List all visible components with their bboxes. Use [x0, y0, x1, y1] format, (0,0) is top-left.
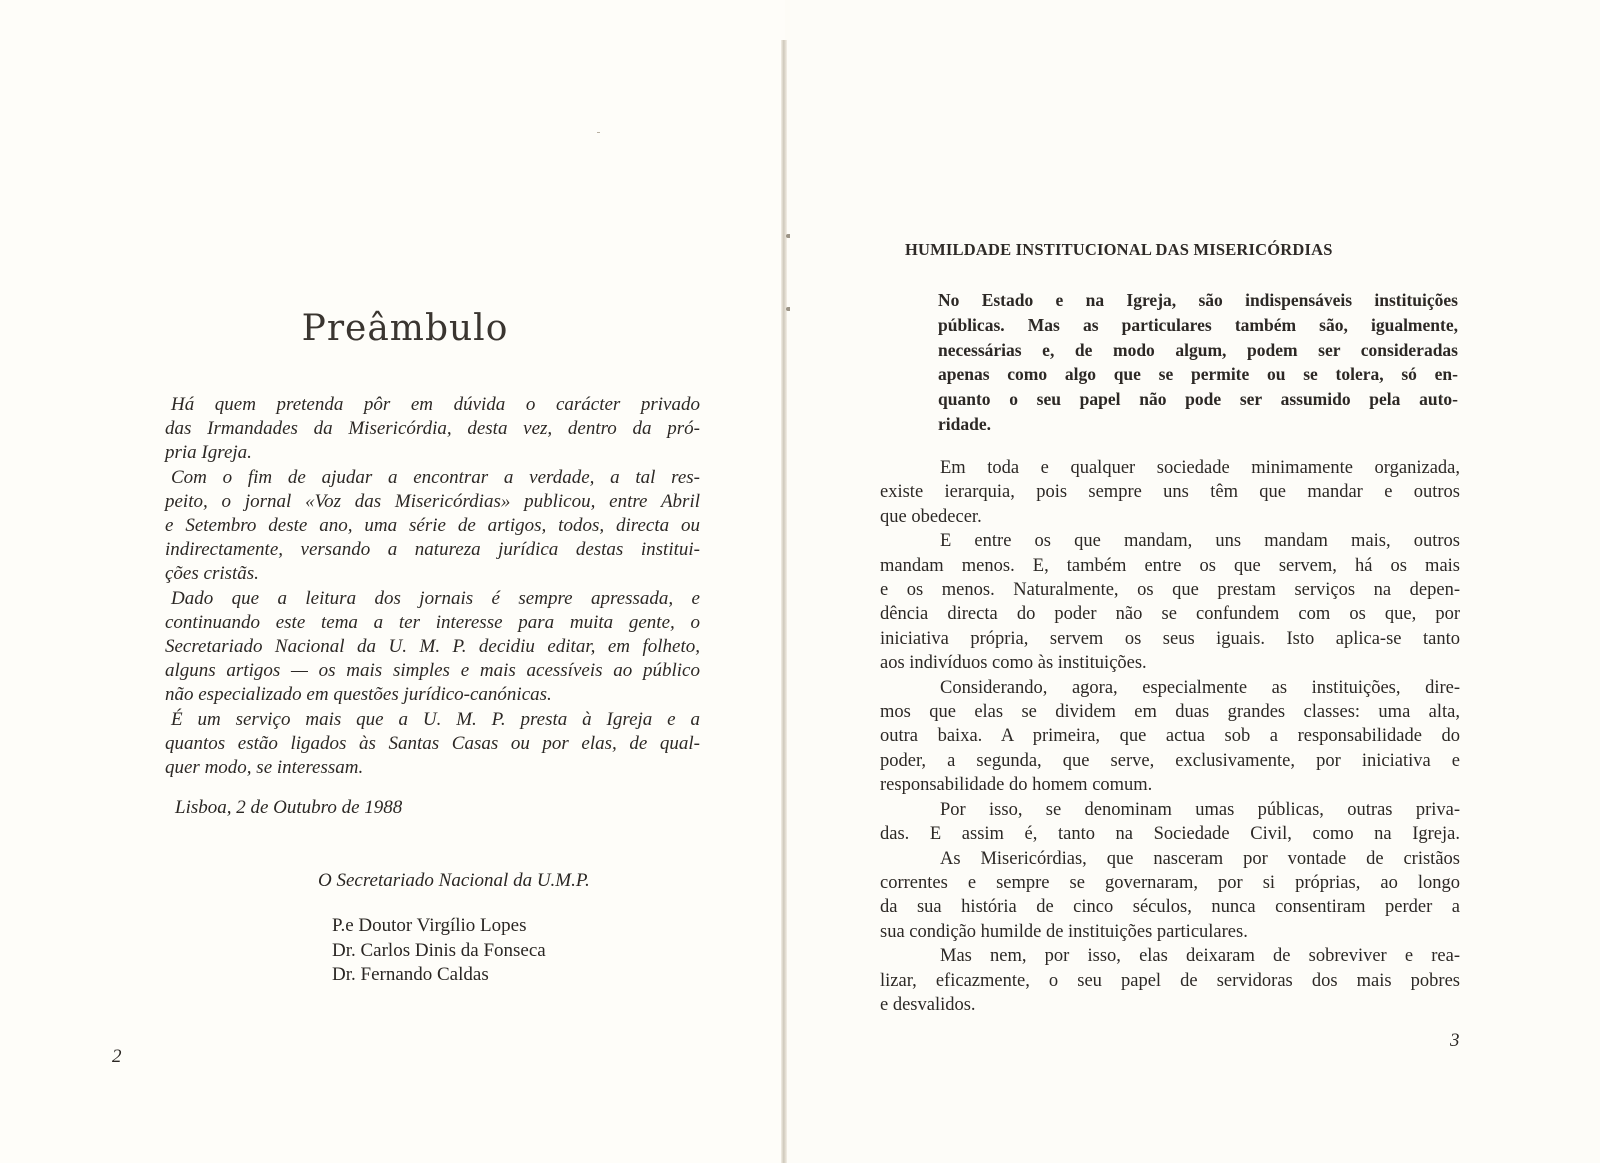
text-line: e desvalidos.	[880, 994, 976, 1015]
text-line: continuando este tema a ter interesse para muita gente, o	[165, 611, 700, 633]
text-line: mos que elas se dividem em duas grandes classes: uma alta,	[880, 702, 1460, 723]
text-line: Há quem pretenda pôr em dúvida o carácter privado	[171, 394, 700, 415]
text-line: e Setembro deste ano, uma série de artigos, todos, directa ou	[165, 515, 700, 537]
text-line: Com o fim de ajudar a encontrar a verdade, a tal res-	[171, 466, 700, 488]
text-line: responsabilidade do homem comum.	[880, 775, 1153, 796]
text-line: Considerando, agora, especialmente as instituições, dire-	[940, 677, 1460, 698]
text-line: Mas nem, por isso, elas deixaram de sobreviver e rea-	[940, 946, 1460, 967]
text-line: quer modo, se interessam.	[165, 757, 364, 779]
signatory-name: Dr. Fernando Caldas	[332, 964, 489, 985]
text-line: das Irmandades da Misericórdia, desta vez, dentro da pró-	[165, 418, 700, 440]
signatory-name: P.e Doutor Virgílio Lopes	[332, 915, 527, 936]
text-line: indirectamente, versando a natureza jurídica destas institui-	[165, 539, 700, 561]
text-line: quantos estão ligados às Santas Casas ou por elas, de qual-	[165, 732, 700, 754]
section-heading: HUMILDADE INSTITUCIONAL DAS MISERICÓRDIAS	[905, 240, 1333, 259]
text-line: mandam menos. E, também entre os que servem, há os mais	[880, 555, 1460, 576]
text-line: sua condição humilde de instituições particulares.	[880, 921, 1248, 942]
page-number: 2	[112, 1046, 122, 1067]
text-line: alguns artigos — os mais simples e mais acessíveis ao público	[165, 660, 700, 682]
text-line: ções cristãs.	[165, 563, 259, 585]
text-line: Secretariado Nacional da U. M. P. decidiu editar, em folheto,	[165, 636, 700, 658]
left-page	[0, 0, 785, 1163]
text-line: necessárias e, de modo algum, podem ser consideradas	[938, 339, 1458, 360]
text-line: outra baixa. A primeira, que actua sob a responsabilidade do	[880, 726, 1460, 747]
text-line: das. E assim é, tanto na Sociedade Civil, como na Igreja.	[880, 824, 1460, 845]
text-line: Em toda e qualquer sociedade minimamente organizada,	[940, 458, 1460, 478]
text-line: No Estado e na Igreja, são indispensáveis instituições	[938, 290, 1458, 310]
text-line: poder, a segunda, que serve, exclusivamente, por iniciativa e	[880, 750, 1460, 771]
text-line: É um serviço mais que a U. M. P. presta à Igreja e a	[171, 708, 700, 730]
text-line: da sua história de cinco séculos, nunca consentiram perder a	[880, 897, 1460, 918]
text-line: As Misericórdias, que nasceram por vontade de cristãos	[940, 848, 1460, 869]
body-text	[880, 456, 1460, 1017]
preamble-text	[165, 393, 700, 780]
text-line: lizar, eficazmente, o seu papel de servidoras dos mais pobres	[880, 970, 1460, 991]
text-line: e os menos. Naturalmente, os que prestam serviços na depen-	[880, 580, 1460, 601]
text-line: pria Igreja.	[165, 442, 252, 464]
text-line: públicas. Mas as particulares também são, igualmente,	[938, 314, 1458, 335]
intro-paragraph	[938, 288, 1458, 437]
text-line: iniciativa própria, servem os seus iguais. Isto aplica-se tanto	[880, 628, 1460, 649]
text-line: Dado que a leitura dos jornais é sempre apressada, e	[171, 587, 700, 609]
date-line: Lisboa, 2 de Outubro de 1988	[175, 797, 403, 818]
text-line: quanto o seu papel não pode ser assumido pela auto-	[938, 389, 1458, 410]
text-line: que obedecer.	[880, 506, 982, 527]
signatories-list	[332, 914, 546, 988]
text-line: não especializado em questões jurídico-canónicas.	[165, 684, 552, 706]
signature-organization: O Secretariado Nacional da U.M.P.	[318, 870, 590, 891]
text-line: aos indivíduos como às instituições.	[880, 653, 1147, 674]
page-title: Preâmbulo	[301, 308, 509, 349]
signatory-name: Dr. Carlos Dinis da Fonseca	[332, 939, 546, 961]
text-line: dência directa do poder não se confundem com os que, por	[880, 604, 1460, 625]
text-line: apenas como algo que se permite ou se tolera, só en-	[938, 364, 1458, 385]
text-line: peito, o jornal «Voz das Misericórdias» publicou, entre Abril	[165, 490, 700, 512]
text-line: existe ierarquia, pois sempre uns têm que mandar e outros	[880, 482, 1460, 503]
text-line: ridade.	[938, 413, 991, 434]
book-gutter	[781, 40, 787, 1163]
text-line: correntes e sempre se governaram, por si próprias, ao longo	[880, 872, 1460, 893]
text-line: E entre os que mandam, uns mandam mais, outros	[940, 531, 1460, 552]
page-number: 3	[1450, 1030, 1460, 1051]
text-line: Por isso, se denominam umas públicas, outras priva-	[940, 799, 1460, 820]
paper-speck	[597, 132, 600, 133]
